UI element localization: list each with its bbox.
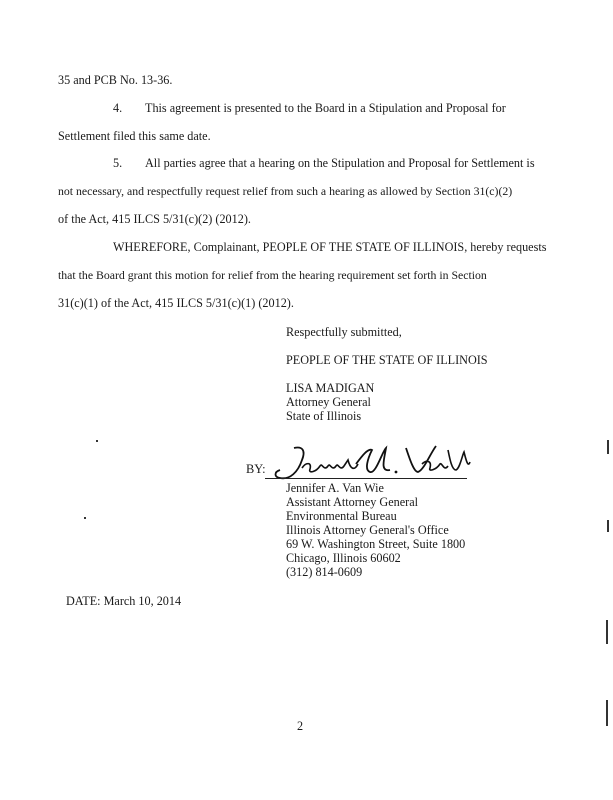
scan-mark	[96, 440, 98, 442]
scan-mark	[606, 700, 608, 726]
phone: (312) 814-0609	[286, 565, 363, 579]
office: Illinois Attorney General's Office	[286, 523, 449, 537]
para4-line-1: This agreement is presented to the Board in a Stipulation and Proposal for	[145, 101, 506, 115]
scan-mark	[606, 620, 608, 644]
para5-line-2: not necessary, and respectfully request relief from such a hearing as allowed by Section 31(c)(2)	[58, 184, 513, 198]
continuation-text: 35 and PCB No. 13-36.	[58, 73, 173, 87]
ag-title: Attorney General	[286, 395, 371, 409]
bureau: Environmental Bureau	[286, 509, 397, 523]
ag-name: LISA MADIGAN	[286, 381, 375, 395]
para5-line-3: of the Act, 415 ILCS 5/31(c)(2) (2012).	[58, 212, 251, 226]
para4-line-2: Settlement filed this same date.	[58, 129, 211, 143]
address-line-1: 69 W. Washington Street, Suite 1800	[286, 537, 466, 551]
party-name: PEOPLE OF THE STATE OF ILLINOIS	[286, 353, 488, 367]
date-line: DATE: March 10, 2014	[66, 594, 182, 608]
signature	[272, 442, 472, 486]
by-label: BY:	[246, 462, 266, 476]
page-number: 2	[297, 719, 304, 733]
wherefore-line-2: that the Board grant this motion for relief from the hearing requirement set forth in Section	[58, 268, 487, 282]
para5-line-1: All parties agree that a hearing on the Stipulation and Proposal for Settlement is	[145, 156, 535, 170]
para5-number: 5.	[113, 156, 123, 170]
signer-title: Assistant Attorney General	[286, 495, 419, 509]
closing: Respectfully submitted,	[286, 325, 402, 339]
ag-state: State of Illinois	[286, 409, 362, 423]
signer-name: Jennifer A. Van Wie	[286, 481, 384, 495]
para4-number: 4.	[113, 101, 123, 115]
address-line-2: Chicago, Illinois 60602	[286, 551, 401, 565]
scan-mark	[84, 517, 86, 519]
wherefore-line-3: 31(c)(1) of the Act, 415 ILCS 5/31(c)(1) (2012).	[58, 296, 294, 310]
scan-mark	[607, 520, 609, 532]
scan-mark	[607, 440, 609, 454]
wherefore-line-1: WHEREFORE, Complainant, PEOPLE OF THE STATE OF ILLINOIS, hereby requests	[113, 240, 547, 254]
signature-line	[265, 478, 467, 479]
